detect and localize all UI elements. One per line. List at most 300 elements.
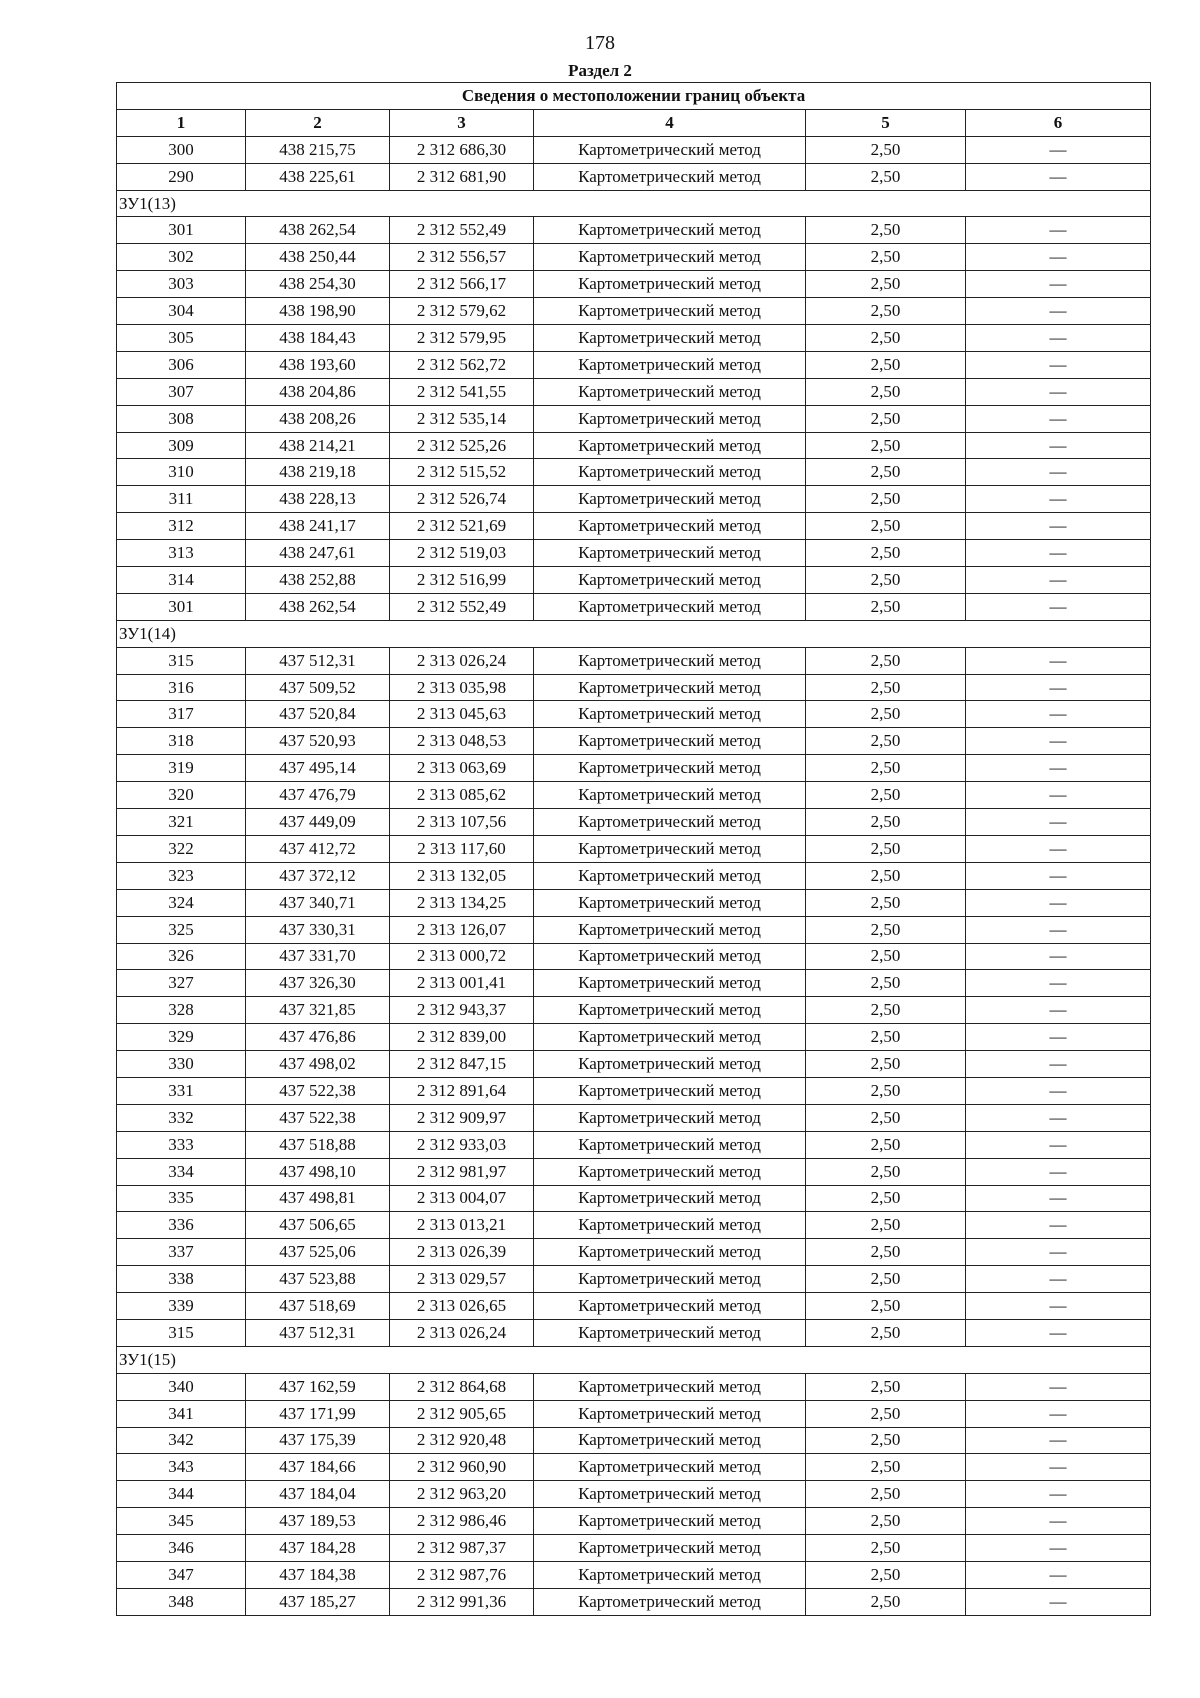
empty-value-dash: — bbox=[1049, 543, 1067, 563]
point-number-cell: 344 bbox=[117, 1481, 246, 1508]
point-number-cell: 337 bbox=[117, 1239, 246, 1266]
y-coordinate-cell: 2 312 943,37 bbox=[390, 997, 534, 1024]
table-row bbox=[117, 1400, 1151, 1427]
point-number-cell: 327 bbox=[117, 970, 246, 997]
empty-value-dash: — bbox=[1049, 677, 1067, 697]
table-row bbox=[117, 916, 1151, 943]
description-cell bbox=[966, 163, 1151, 190]
point-number-cell: 312 bbox=[117, 513, 246, 540]
description-cell bbox=[966, 728, 1151, 755]
method-cell: Картометрический метод bbox=[534, 728, 806, 755]
point-number-cell: 307 bbox=[117, 378, 246, 405]
method-cell: Картометрический метод bbox=[534, 1051, 806, 1078]
group-row bbox=[117, 1346, 1151, 1373]
x-coordinate-cell: 438 184,43 bbox=[246, 325, 390, 352]
y-coordinate-cell: 2 312 987,37 bbox=[390, 1535, 534, 1562]
x-coordinate-cell: 437 518,69 bbox=[246, 1293, 390, 1320]
section-title: Раздел 2 bbox=[568, 61, 632, 80]
empty-value-dash: — bbox=[1049, 865, 1067, 885]
y-coordinate-cell: 2 313 132,05 bbox=[390, 862, 534, 889]
table-row bbox=[117, 835, 1151, 862]
point-number-cell: 325 bbox=[117, 916, 246, 943]
table-row bbox=[117, 1104, 1151, 1131]
table-row bbox=[117, 1535, 1151, 1562]
table-row bbox=[117, 809, 1151, 836]
point-number-cell: 329 bbox=[117, 1024, 246, 1051]
accuracy-cell: 2,50 bbox=[806, 136, 966, 163]
description-cell bbox=[966, 701, 1151, 728]
x-coordinate-cell: 437 331,70 bbox=[246, 943, 390, 970]
point-number-cell: 308 bbox=[117, 405, 246, 432]
y-coordinate-cell: 2 312 991,36 bbox=[390, 1588, 534, 1615]
point-number-cell: 330 bbox=[117, 1051, 246, 1078]
empty-value-dash: — bbox=[1049, 919, 1067, 939]
method-cell: Картометрический метод bbox=[534, 889, 806, 916]
x-coordinate-cell: 438 241,17 bbox=[246, 513, 390, 540]
empty-value-dash: — bbox=[1049, 1538, 1067, 1558]
y-coordinate-cell: 2 312 521,69 bbox=[390, 513, 534, 540]
table-row bbox=[117, 1561, 1151, 1588]
empty-value-dash: — bbox=[1049, 1322, 1067, 1342]
empty-value-dash: — bbox=[1049, 838, 1067, 858]
table-row bbox=[117, 432, 1151, 459]
description-cell bbox=[966, 432, 1151, 459]
method-cell: Картометрический метод bbox=[534, 432, 806, 459]
group-row bbox=[117, 190, 1151, 217]
point-number-cell: 343 bbox=[117, 1454, 246, 1481]
method-cell: Картометрический метод bbox=[534, 1373, 806, 1400]
x-coordinate-cell: 437 449,09 bbox=[246, 809, 390, 836]
y-coordinate-cell: 2 312 864,68 bbox=[390, 1373, 534, 1400]
accuracy-cell: 2,50 bbox=[806, 325, 966, 352]
point-number-cell: 322 bbox=[117, 835, 246, 862]
column-header-4: 4 bbox=[534, 109, 806, 136]
method-cell: Картометрический метод bbox=[534, 862, 806, 889]
accuracy-cell: 2,50 bbox=[806, 1454, 966, 1481]
description-cell bbox=[966, 1239, 1151, 1266]
point-number-cell: 340 bbox=[117, 1373, 246, 1400]
empty-value-dash: — bbox=[1049, 1484, 1067, 1504]
accuracy-cell: 2,50 bbox=[806, 217, 966, 244]
description-cell bbox=[966, 540, 1151, 567]
accuracy-cell: 2,50 bbox=[806, 1131, 966, 1158]
table-row bbox=[117, 567, 1151, 594]
x-coordinate-cell: 438 262,54 bbox=[246, 593, 390, 620]
description-cell bbox=[966, 351, 1151, 378]
table-row bbox=[117, 997, 1151, 1024]
description-cell bbox=[966, 513, 1151, 540]
y-coordinate-cell: 2 312 525,26 bbox=[390, 432, 534, 459]
empty-value-dash: — bbox=[1049, 1564, 1067, 1584]
description-cell bbox=[966, 1319, 1151, 1346]
empty-value-dash: — bbox=[1049, 1242, 1067, 1262]
method-cell: Картометрический метод bbox=[534, 513, 806, 540]
accuracy-cell: 2,50 bbox=[806, 970, 966, 997]
table-row bbox=[117, 1293, 1151, 1320]
accuracy-cell: 2,50 bbox=[806, 728, 966, 755]
table-row bbox=[117, 540, 1151, 567]
description-cell bbox=[966, 997, 1151, 1024]
empty-value-dash: — bbox=[1049, 354, 1067, 374]
y-coordinate-cell: 2 312 920,48 bbox=[390, 1427, 534, 1454]
description-cell bbox=[966, 486, 1151, 513]
method-cell: Картометрический метод bbox=[534, 1158, 806, 1185]
method-cell: Картометрический метод bbox=[534, 244, 806, 271]
accuracy-cell: 2,50 bbox=[806, 1561, 966, 1588]
accuracy-cell: 2,50 bbox=[806, 1293, 966, 1320]
group-label: ЗУ1(15) bbox=[117, 1346, 1151, 1373]
x-coordinate-cell: 438 208,26 bbox=[246, 405, 390, 432]
x-coordinate-cell: 438 198,90 bbox=[246, 298, 390, 325]
description-cell bbox=[966, 835, 1151, 862]
accuracy-cell: 2,50 bbox=[806, 432, 966, 459]
accuracy-cell: 2,50 bbox=[806, 459, 966, 486]
y-coordinate-cell: 2 312 552,49 bbox=[390, 593, 534, 620]
x-coordinate-cell: 438 215,75 bbox=[246, 136, 390, 163]
y-coordinate-cell: 2 312 526,74 bbox=[390, 486, 534, 513]
description-cell bbox=[966, 862, 1151, 889]
description-cell bbox=[966, 1508, 1151, 1535]
empty-value-dash: — bbox=[1049, 704, 1067, 724]
x-coordinate-cell: 437 495,14 bbox=[246, 755, 390, 782]
y-coordinate-cell: 2 313 004,07 bbox=[390, 1185, 534, 1212]
x-coordinate-cell: 438 254,30 bbox=[246, 271, 390, 298]
method-cell: Картометрический метод bbox=[534, 163, 806, 190]
x-coordinate-cell: 438 204,86 bbox=[246, 378, 390, 405]
point-number-cell: 341 bbox=[117, 1400, 246, 1427]
table-row bbox=[117, 593, 1151, 620]
accuracy-cell: 2,50 bbox=[806, 486, 966, 513]
x-coordinate-cell: 437 340,71 bbox=[246, 889, 390, 916]
method-cell: Картометрический метод bbox=[534, 1508, 806, 1535]
empty-value-dash: — bbox=[1049, 1188, 1067, 1208]
x-coordinate-cell: 437 476,79 bbox=[246, 782, 390, 809]
accuracy-cell: 2,50 bbox=[806, 1266, 966, 1293]
table-row bbox=[117, 1266, 1151, 1293]
y-coordinate-cell: 2 312 541,55 bbox=[390, 378, 534, 405]
empty-value-dash: — bbox=[1049, 381, 1067, 401]
point-number-cell: 339 bbox=[117, 1293, 246, 1320]
method-cell: Картометрический метод bbox=[534, 136, 806, 163]
table-row bbox=[117, 1508, 1151, 1535]
column-header-6: 6 bbox=[966, 109, 1151, 136]
x-coordinate-cell: 437 175,39 bbox=[246, 1427, 390, 1454]
description-cell bbox=[966, 943, 1151, 970]
table-row bbox=[117, 1024, 1151, 1051]
method-cell: Картометрический метод bbox=[534, 997, 806, 1024]
empty-value-dash: — bbox=[1049, 435, 1067, 455]
group-label: ЗУ1(14) bbox=[117, 620, 1151, 647]
x-coordinate-cell: 437 506,65 bbox=[246, 1212, 390, 1239]
table-row bbox=[117, 889, 1151, 916]
description-cell bbox=[966, 1077, 1151, 1104]
method-cell: Картометрический метод bbox=[534, 674, 806, 701]
table-row bbox=[117, 459, 1151, 486]
point-number-cell: 304 bbox=[117, 298, 246, 325]
point-number-cell: 303 bbox=[117, 271, 246, 298]
point-number-cell: 311 bbox=[117, 486, 246, 513]
y-coordinate-cell: 2 312 516,99 bbox=[390, 567, 534, 594]
empty-value-dash: — bbox=[1049, 1403, 1067, 1423]
description-cell bbox=[966, 244, 1151, 271]
method-cell: Картометрический метод bbox=[534, 647, 806, 674]
column-header-5: 5 bbox=[806, 109, 966, 136]
method-cell: Картометрический метод bbox=[534, 1481, 806, 1508]
point-number-cell: 338 bbox=[117, 1266, 246, 1293]
description-cell bbox=[966, 1454, 1151, 1481]
table-row bbox=[117, 1131, 1151, 1158]
table-row bbox=[117, 1212, 1151, 1239]
accuracy-cell: 2,50 bbox=[806, 997, 966, 1024]
accuracy-cell: 2,50 bbox=[806, 1077, 966, 1104]
method-cell: Картометрический метод bbox=[534, 1293, 806, 1320]
description-cell bbox=[966, 271, 1151, 298]
accuracy-cell: 2,50 bbox=[806, 271, 966, 298]
method-cell: Картометрический метод bbox=[534, 351, 806, 378]
accuracy-cell: 2,50 bbox=[806, 1185, 966, 1212]
method-cell: Картометрический метод bbox=[534, 1454, 806, 1481]
empty-value-dash: — bbox=[1049, 650, 1067, 670]
description-cell bbox=[966, 1535, 1151, 1562]
method-cell: Картометрический метод bbox=[534, 1185, 806, 1212]
method-cell: Картометрический метод bbox=[534, 486, 806, 513]
description-cell bbox=[966, 755, 1151, 782]
y-coordinate-cell: 2 313 107,56 bbox=[390, 809, 534, 836]
point-number-cell: 300 bbox=[117, 136, 246, 163]
empty-value-dash: — bbox=[1049, 220, 1067, 240]
description-cell bbox=[966, 889, 1151, 916]
y-coordinate-cell: 2 313 063,69 bbox=[390, 755, 534, 782]
method-cell: Картометрический метод bbox=[534, 809, 806, 836]
table-row bbox=[117, 674, 1151, 701]
table-row bbox=[117, 217, 1151, 244]
point-number-cell: 290 bbox=[117, 163, 246, 190]
x-coordinate-cell: 437 184,28 bbox=[246, 1535, 390, 1562]
accuracy-cell: 2,50 bbox=[806, 889, 966, 916]
table-row bbox=[117, 647, 1151, 674]
table-row bbox=[117, 378, 1151, 405]
accuracy-cell: 2,50 bbox=[806, 593, 966, 620]
table-row bbox=[117, 1319, 1151, 1346]
empty-value-dash: — bbox=[1049, 1296, 1067, 1316]
column-number-row bbox=[117, 109, 1151, 136]
point-number-cell: 302 bbox=[117, 244, 246, 271]
y-coordinate-cell: 2 312 933,03 bbox=[390, 1131, 534, 1158]
y-coordinate-cell: 2 312 579,95 bbox=[390, 325, 534, 352]
method-cell: Картометрический метод bbox=[534, 782, 806, 809]
table-row bbox=[117, 1077, 1151, 1104]
table-row bbox=[117, 862, 1151, 889]
x-coordinate-cell: 437 498,10 bbox=[246, 1158, 390, 1185]
point-number-cell: 331 bbox=[117, 1077, 246, 1104]
empty-value-dash: — bbox=[1049, 462, 1067, 482]
x-coordinate-cell: 438 247,61 bbox=[246, 540, 390, 567]
description-cell bbox=[966, 1373, 1151, 1400]
method-cell: Картометрический метод bbox=[534, 1212, 806, 1239]
point-number-cell: 305 bbox=[117, 325, 246, 352]
point-number-cell: 333 bbox=[117, 1131, 246, 1158]
accuracy-cell: 2,50 bbox=[806, 1158, 966, 1185]
empty-value-dash: — bbox=[1049, 247, 1067, 267]
description-cell bbox=[966, 674, 1151, 701]
empty-value-dash: — bbox=[1049, 166, 1067, 186]
table-row bbox=[117, 513, 1151, 540]
table-row bbox=[117, 782, 1151, 809]
point-number-cell: 315 bbox=[117, 1319, 246, 1346]
point-number-cell: 320 bbox=[117, 782, 246, 809]
x-coordinate-cell: 437 512,31 bbox=[246, 647, 390, 674]
y-coordinate-cell: 2 313 001,41 bbox=[390, 970, 534, 997]
point-number-cell: 301 bbox=[117, 593, 246, 620]
accuracy-cell: 2,50 bbox=[806, 513, 966, 540]
x-coordinate-cell: 438 262,54 bbox=[246, 217, 390, 244]
x-coordinate-cell: 437 372,12 bbox=[246, 862, 390, 889]
method-cell: Картометрический метод bbox=[534, 1427, 806, 1454]
y-coordinate-cell: 2 312 515,52 bbox=[390, 459, 534, 486]
x-coordinate-cell: 437 184,04 bbox=[246, 1481, 390, 1508]
y-coordinate-cell: 2 313 026,39 bbox=[390, 1239, 534, 1266]
x-coordinate-cell: 437 412,72 bbox=[246, 835, 390, 862]
x-coordinate-cell: 437 171,99 bbox=[246, 1400, 390, 1427]
accuracy-cell: 2,50 bbox=[806, 943, 966, 970]
y-coordinate-cell: 2 312 981,97 bbox=[390, 1158, 534, 1185]
description-cell bbox=[966, 1212, 1151, 1239]
y-coordinate-cell: 2 312 519,03 bbox=[390, 540, 534, 567]
table-row bbox=[117, 1373, 1151, 1400]
x-coordinate-cell: 438 219,18 bbox=[246, 459, 390, 486]
x-coordinate-cell: 437 321,85 bbox=[246, 997, 390, 1024]
description-cell bbox=[966, 593, 1151, 620]
point-number-cell: 316 bbox=[117, 674, 246, 701]
table-row bbox=[117, 1185, 1151, 1212]
method-cell: Картометрический метод bbox=[534, 1266, 806, 1293]
method-cell: Картометрический метод bbox=[534, 1239, 806, 1266]
table-body bbox=[117, 136, 1151, 1615]
method-cell: Картометрический метод bbox=[534, 459, 806, 486]
x-coordinate-cell: 438 193,60 bbox=[246, 351, 390, 378]
method-cell: Картометрический метод bbox=[534, 701, 806, 728]
x-coordinate-cell: 437 509,52 bbox=[246, 674, 390, 701]
description-cell bbox=[966, 378, 1151, 405]
accuracy-cell: 2,50 bbox=[806, 755, 966, 782]
accuracy-cell: 2,50 bbox=[806, 916, 966, 943]
y-coordinate-cell: 2 312 839,00 bbox=[390, 1024, 534, 1051]
accuracy-cell: 2,50 bbox=[806, 1588, 966, 1615]
y-coordinate-cell: 2 313 117,60 bbox=[390, 835, 534, 862]
accuracy-cell: 2,50 bbox=[806, 1024, 966, 1051]
accuracy-cell: 2,50 bbox=[806, 1319, 966, 1346]
point-number-cell: 342 bbox=[117, 1427, 246, 1454]
group-label: ЗУ1(13) bbox=[117, 190, 1151, 217]
method-cell: Картометрический метод bbox=[534, 1104, 806, 1131]
table-row bbox=[117, 970, 1151, 997]
method-cell: Картометрический метод bbox=[534, 540, 806, 567]
empty-value-dash: — bbox=[1049, 1457, 1067, 1477]
y-coordinate-cell: 2 312 905,65 bbox=[390, 1400, 534, 1427]
x-coordinate-cell: 438 252,88 bbox=[246, 567, 390, 594]
x-coordinate-cell: 437 498,02 bbox=[246, 1051, 390, 1078]
table-row bbox=[117, 325, 1151, 352]
x-coordinate-cell: 438 250,44 bbox=[246, 244, 390, 271]
point-number-cell: 335 bbox=[117, 1185, 246, 1212]
accuracy-cell: 2,50 bbox=[806, 298, 966, 325]
point-number-cell: 314 bbox=[117, 567, 246, 594]
accuracy-cell: 2,50 bbox=[806, 1427, 966, 1454]
description-cell bbox=[966, 567, 1151, 594]
point-number-cell: 310 bbox=[117, 459, 246, 486]
accuracy-cell: 2,50 bbox=[806, 351, 966, 378]
accuracy-cell: 2,50 bbox=[806, 567, 966, 594]
y-coordinate-cell: 2 312 986,46 bbox=[390, 1508, 534, 1535]
empty-value-dash: — bbox=[1049, 274, 1067, 294]
method-cell: Картометрический метод bbox=[534, 970, 806, 997]
description-cell bbox=[966, 1104, 1151, 1131]
description-cell bbox=[966, 782, 1151, 809]
empty-value-dash: — bbox=[1049, 489, 1067, 509]
point-number-cell: 306 bbox=[117, 351, 246, 378]
description-cell bbox=[966, 136, 1151, 163]
y-coordinate-cell: 2 313 085,62 bbox=[390, 782, 534, 809]
empty-value-dash: — bbox=[1049, 408, 1067, 428]
description-cell bbox=[966, 1427, 1151, 1454]
description-cell bbox=[966, 1266, 1151, 1293]
table-row bbox=[117, 136, 1151, 163]
method-cell: Картометрический метод bbox=[534, 916, 806, 943]
description-cell bbox=[966, 1024, 1151, 1051]
page-number: 178 bbox=[585, 32, 615, 54]
method-cell: Картометрический метод bbox=[534, 298, 806, 325]
x-coordinate-cell: 437 162,59 bbox=[246, 1373, 390, 1400]
empty-value-dash: — bbox=[1049, 785, 1067, 805]
empty-value-dash: — bbox=[1049, 946, 1067, 966]
x-coordinate-cell: 438 228,13 bbox=[246, 486, 390, 513]
accuracy-cell: 2,50 bbox=[806, 540, 966, 567]
description-cell bbox=[966, 1051, 1151, 1078]
method-cell: Картометрический метод bbox=[534, 593, 806, 620]
empty-value-dash: — bbox=[1049, 516, 1067, 536]
method-cell: Картометрический метод bbox=[534, 378, 806, 405]
y-coordinate-cell: 2 313 045,63 bbox=[390, 701, 534, 728]
y-coordinate-cell: 2 312 566,17 bbox=[390, 271, 534, 298]
table-caption: Сведения о местоположении границ объекта bbox=[117, 83, 1151, 110]
column-header-3: 3 bbox=[390, 109, 534, 136]
point-number-cell: 328 bbox=[117, 997, 246, 1024]
y-coordinate-cell: 2 312 960,90 bbox=[390, 1454, 534, 1481]
method-cell: Картометрический метод bbox=[534, 325, 806, 352]
point-number-cell: 336 bbox=[117, 1212, 246, 1239]
description-cell bbox=[966, 1400, 1151, 1427]
accuracy-cell: 2,50 bbox=[806, 862, 966, 889]
description-cell bbox=[966, 970, 1151, 997]
method-cell: Картометрический метод bbox=[534, 567, 806, 594]
empty-value-dash: — bbox=[1049, 731, 1067, 751]
description-cell bbox=[966, 1293, 1151, 1320]
empty-value-dash: — bbox=[1049, 973, 1067, 993]
y-coordinate-cell: 2 312 963,20 bbox=[390, 1481, 534, 1508]
empty-value-dash: — bbox=[1049, 1000, 1067, 1020]
empty-value-dash: — bbox=[1049, 1215, 1067, 1235]
x-coordinate-cell: 437 184,38 bbox=[246, 1561, 390, 1588]
table-row bbox=[117, 298, 1151, 325]
method-cell: Картометрический метод bbox=[534, 271, 806, 298]
x-coordinate-cell: 437 512,31 bbox=[246, 1319, 390, 1346]
accuracy-cell: 2,50 bbox=[806, 809, 966, 836]
description-cell bbox=[966, 647, 1151, 674]
empty-value-dash: — bbox=[1049, 1080, 1067, 1100]
y-coordinate-cell: 2 312 686,30 bbox=[390, 136, 534, 163]
description-cell bbox=[966, 1561, 1151, 1588]
x-coordinate-cell: 437 326,30 bbox=[246, 970, 390, 997]
